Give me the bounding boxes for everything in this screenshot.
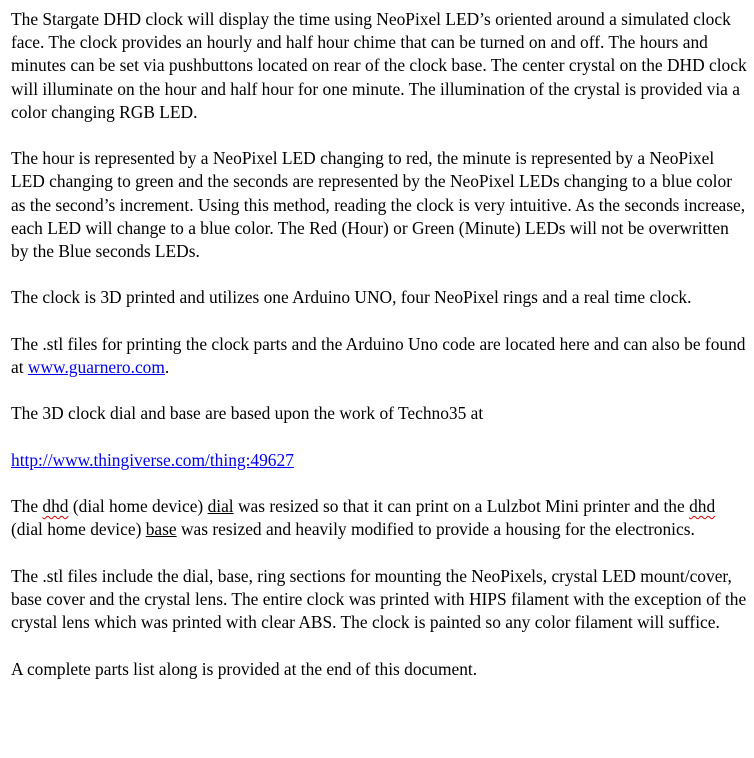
paragraph-thingiverse [11, 449, 747, 472]
spellcheck-dhd-1: dhd [42, 496, 69, 517]
paragraph-stl-files-text: The .stl files for printing the clock parts and the Arduino Uno code are located here and can also be found at [11, 333, 746, 377]
paragraph-stl-files [11, 333, 747, 379]
paragraph-credit [11, 402, 747, 425]
spellcheck-dhd-2: dhd [689, 496, 716, 517]
document-body [11, 8, 747, 704]
paragraph-stl-contents-text: The .stl files include the dial, base, ring sections for mounting the NeoPixels, crystal LED mount/cover, base cover and the crystal lens. The entire clock was printed with HIPS filament with the exception of the crystal lens which was printed with clear ABS. The clock is painted so any color filament will suffice. [11, 565, 747, 633]
resize-text-5: was resized and heavily modified to provide a housing for the electronics. [176, 519, 695, 540]
paragraph-credit-text: The 3D clock dial and base are based upon the work of Techno35 at [11, 403, 484, 424]
paragraph-stl-contents [11, 565, 747, 635]
thingiverse-link[interactable]: http://www.thingiverse.com/thing:49627 [11, 449, 294, 470]
paragraph-led-colors [11, 147, 747, 263]
resize-text-2: (dial home device) [68, 496, 208, 517]
underlined-dial: dial [207, 496, 234, 517]
paragraph-components [11, 286, 747, 309]
paragraph-parts-list [11, 658, 747, 681]
paragraph-led-colors-text: The hour is represented by a NeoPixel LED changing to red, the minute is represented by a NeoPixel LED changing to green and the seconds are represented by the NeoPixel LEDs changing to a blue color as the second’s increment. Using this method, reading the clock is very intuitive. As the seconds increase, each LED will change to a blue color. The Red (Hour) or Green (Minute) LEDs will not be overwritten by the Blue seconds LEDs. [11, 148, 746, 262]
paragraph-parts-list-text: A complete parts list along is provided at the end of this document. [11, 658, 478, 679]
guarnero-link[interactable]: www.guarnero.com [27, 357, 165, 377]
paragraph-stl-files-period: . [164, 357, 170, 377]
paragraph-intro [11, 8, 747, 124]
paragraph-components-text: The clock is 3D printed and utilizes one Arduino UNO, four NeoPixel rings and a real time clock. [11, 287, 692, 308]
resize-text-4: (dial home device) [11, 519, 146, 540]
resize-text-3: was resized so that it can print on a Lulzbot Mini printer and the [233, 496, 690, 517]
underlined-base: base [145, 519, 177, 540]
paragraph-resize [11, 495, 747, 541]
paragraph-intro-text: The Stargate DHD clock will display the time using NeoPixel LED’s oriented around a simulated clock face. The clock provides an hourly and half hour chime that can be turned on and off. The hours and minutes can be set via pushbuttons located on rear of the clock base. The center crystal on the DHD clock will illuminate on the hour and half hour for one minute. The illumination of the crystal is provided via a color changing RGB LED. [11, 9, 747, 122]
resize-text-1: The [11, 496, 43, 517]
